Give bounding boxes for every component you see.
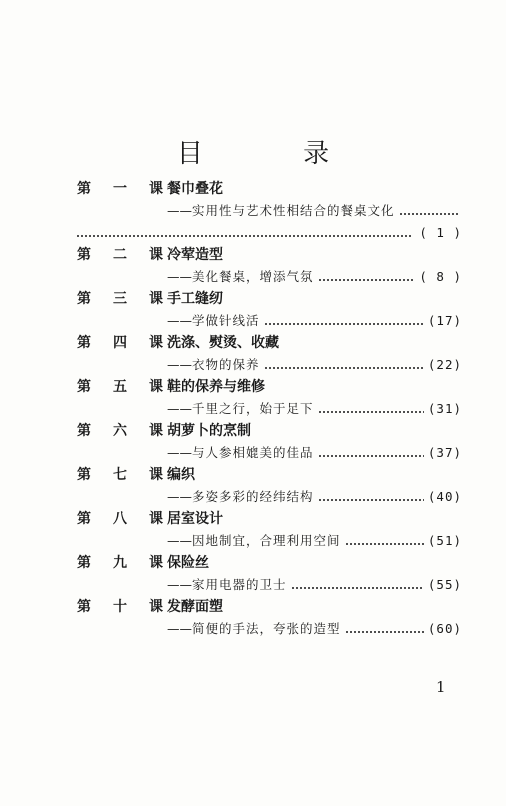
em-dash: ——: [167, 533, 192, 548]
lesson-subtitle-line: [167, 354, 462, 376]
lesson-subtitle-line: [167, 398, 462, 420]
lesson-number-char: 课: [149, 181, 163, 197]
lesson-subtitle-line: [167, 530, 462, 552]
toc-entry: [76, 420, 462, 464]
lesson-title: 冷荤造型: [167, 247, 223, 263]
lesson-number-char: 四: [113, 335, 127, 351]
lesson-number-char: 一: [113, 181, 127, 197]
lesson-subtitle-line: [167, 200, 462, 222]
lesson-title: 餐巾叠花: [167, 181, 223, 197]
page-number: 1: [436, 678, 446, 696]
dot-leader: [318, 279, 416, 281]
dot-leader: [318, 411, 424, 413]
dot-leader: [264, 367, 424, 369]
lesson-subtitle-line: [167, 310, 462, 332]
dot-leader: [345, 631, 424, 633]
toc-subtitle-row: [76, 310, 462, 332]
lesson-title: 胡萝卜的烹制: [167, 423, 251, 439]
lesson-page-ref: (31): [427, 401, 462, 416]
lesson-number-char: 三: [113, 291, 127, 307]
lesson-page-ref: (37): [427, 445, 462, 460]
lesson-number-char: 第: [77, 467, 91, 483]
toc-subtitle-row: [76, 200, 462, 222]
toc-lesson-row: [76, 332, 462, 354]
toc-entry: [76, 178, 462, 244]
lesson-page-ref: (55): [427, 577, 462, 592]
leader-line: [76, 222, 462, 244]
lesson-number-char: 课: [149, 555, 163, 571]
toc-leader-row: [76, 222, 462, 244]
lesson-title: 发酵面塑: [167, 599, 223, 615]
em-dash: ——: [167, 357, 192, 372]
toc-subtitle-row: [76, 574, 462, 596]
lesson-number: [76, 332, 164, 354]
toc-subtitle-row: [76, 486, 462, 508]
lesson-subtitle-line: [167, 442, 462, 464]
toc-subtitle-row: [76, 398, 462, 420]
lesson-subtitle: 实用性与艺术性相结合的餐桌文化: [192, 203, 395, 218]
lesson-number-char: 第: [77, 291, 91, 307]
lesson-number: [76, 596, 164, 618]
lesson-subtitle-line: [167, 266, 462, 288]
lesson-number-char: 七: [113, 467, 127, 483]
lesson-number-char: 课: [149, 423, 163, 439]
lesson-page-ref: (60): [427, 621, 462, 636]
lesson-title: 保险丝: [167, 555, 209, 571]
toc-lesson-row: [76, 288, 462, 310]
toc-subtitle-row: [76, 618, 462, 640]
lesson-number-char: 第: [77, 181, 91, 197]
lesson-number: [76, 244, 164, 266]
lesson-number-char: 第: [77, 423, 91, 439]
lesson-subtitle: 因地制宜，合理利用空间: [192, 533, 341, 548]
lesson-subtitle: 千里之行，始于足下: [192, 401, 314, 416]
lesson-subtitle: 美化餐桌，增添气氛: [192, 269, 314, 284]
lesson-number-char: 课: [149, 335, 163, 351]
em-dash: ——: [167, 489, 192, 504]
toc-subtitle-row: [76, 530, 462, 552]
lesson-page-ref: (22): [427, 357, 462, 372]
lesson-number-char: 二: [113, 247, 127, 263]
dot-leader: [318, 499, 424, 501]
lesson-number: [76, 178, 164, 200]
toc-entry: [76, 244, 462, 288]
em-dash: ——: [167, 621, 192, 636]
lesson-number: [76, 288, 164, 310]
lesson-number-char: 第: [77, 379, 91, 395]
lesson-subtitle: 简便的手法，夸张的造型: [192, 621, 341, 636]
lesson-subtitle-line: [167, 574, 462, 596]
lesson-title: 洗涤、熨烫、收藏: [167, 335, 279, 351]
em-dash: ——: [167, 269, 192, 284]
lesson-page-ref: (40): [427, 489, 462, 504]
toc-entry: [76, 552, 462, 596]
lesson-number-char: 十: [113, 599, 127, 615]
lesson-subtitle: 学做针线活: [192, 313, 260, 328]
toc-entry: [76, 596, 462, 640]
lesson-number-char: 第: [77, 555, 91, 571]
lesson-page-ref: ( 8 ): [419, 269, 462, 284]
lesson-number-char: 课: [149, 511, 163, 527]
lesson-number: [76, 420, 164, 442]
toc-lesson-row: [76, 596, 462, 618]
lesson-subtitle: 家用电器的卫士: [192, 577, 287, 592]
lesson-number: [76, 552, 164, 574]
toc-subtitle-row: [76, 354, 462, 376]
dot-leader: [76, 235, 413, 237]
dot-leader: [399, 213, 458, 215]
lesson-number-char: 五: [113, 379, 127, 395]
toc-lesson-row: [76, 552, 462, 574]
toc-lesson-row: [76, 376, 462, 398]
lesson-number-char: 第: [77, 511, 91, 527]
toc-lesson-row: [76, 178, 462, 200]
table-of-contents: [76, 178, 462, 640]
toc-entry: [76, 508, 462, 552]
lesson-page-ref: (17): [427, 313, 462, 328]
lesson-number-char: 课: [149, 599, 163, 615]
lesson-number-char: 课: [149, 247, 163, 263]
lesson-number-char: 第: [77, 335, 91, 351]
dot-leader: [345, 543, 424, 545]
em-dash: ——: [167, 313, 192, 328]
lesson-title: 编织: [167, 467, 195, 483]
lesson-number: [76, 464, 164, 486]
lesson-number: [76, 508, 164, 530]
toc-subtitle-row: [76, 442, 462, 464]
lesson-number-char: 课: [149, 291, 163, 307]
page-title: 目 录: [176, 139, 376, 169]
dot-leader: [291, 587, 424, 589]
dot-leader: [264, 323, 424, 325]
em-dash: ——: [167, 445, 192, 460]
lesson-page-ref: (51): [427, 533, 462, 548]
lesson-title: 鞋的保养与维修: [167, 379, 265, 395]
lesson-title: 居室设计: [167, 511, 223, 527]
lesson-page-ref: ( 1 ): [419, 225, 462, 240]
em-dash: ——: [167, 401, 192, 416]
toc-lesson-row: [76, 420, 462, 442]
toc-lesson-row: [76, 508, 462, 530]
toc-entry: [76, 288, 462, 332]
lesson-number-char: 八: [113, 511, 127, 527]
lesson-number: [76, 376, 164, 398]
lesson-number-char: 九: [113, 555, 127, 571]
lesson-number-char: 六: [113, 423, 127, 439]
toc-entry: [76, 376, 462, 420]
lesson-title: 手工缝纫: [167, 291, 223, 307]
lesson-number-char: 课: [149, 379, 163, 395]
lesson-number-char: 课: [149, 467, 163, 483]
lesson-subtitle: 衣物的保养: [192, 357, 260, 372]
toc-entry: [76, 332, 462, 376]
lesson-number-char: 第: [77, 247, 91, 263]
toc-subtitle-row: [76, 266, 462, 288]
toc-lesson-row: [76, 244, 462, 266]
em-dash: ——: [167, 577, 192, 592]
toc-entry: [76, 464, 462, 508]
lesson-subtitle-line: [167, 486, 462, 508]
em-dash: ——: [167, 203, 192, 218]
toc-lesson-row: [76, 464, 462, 486]
lesson-subtitle: 多姿多彩的经纬结构: [192, 489, 314, 504]
lesson-subtitle-line: [167, 618, 462, 640]
lesson-subtitle: 与人参相媲美的佳品: [192, 445, 314, 460]
lesson-number-char: 第: [77, 599, 91, 615]
dot-leader: [318, 455, 424, 457]
